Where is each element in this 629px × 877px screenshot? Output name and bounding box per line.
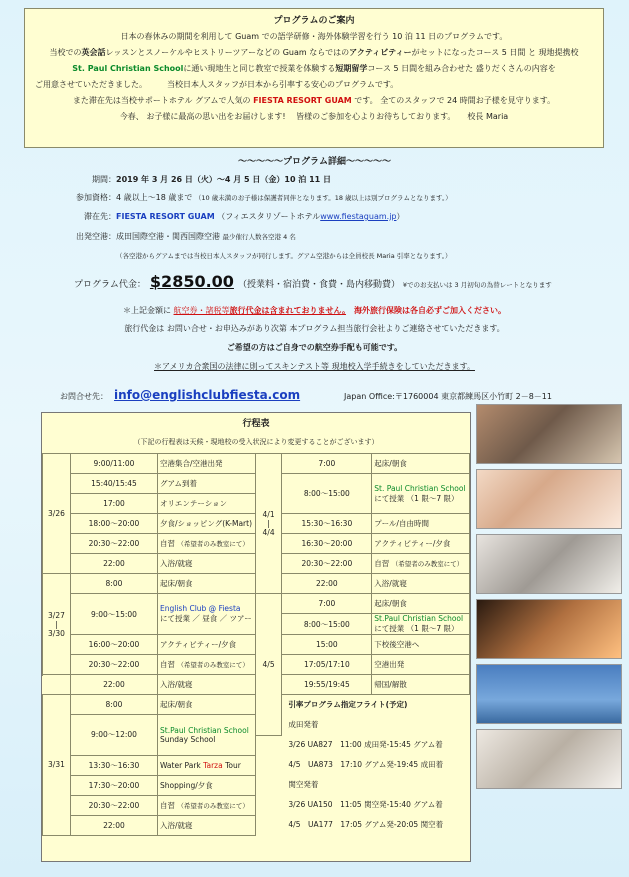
limousine-photo (476, 534, 622, 594)
schedule-table: 3/26 9:00/11:00 空港集合/空港出発 4/1 | 4/4 7:00 起床/朝食 15:40/15:45 グアム到着 8:00～15:00 St. Paul Christian School にて授業 （1 限～7 限） 17:00 オリエンテーション 18:00～20:00 夕食/ショッピング(K-Mart) 15:30～16:30 プール/自由時間 20:30～22:00 自習 （希望者のみ教室にて） 16:30～20:00 アクティビティー/夕食 22:00 入浴/就寝 20:30～22:00 自習 （希望者のみ教室にて） 3/27 | 3/30 8:00 起床/朝食 22:00 入浴/就寝 9:00～15:00 English Club @ Fiesta にて授業 ／ 昼食 ／ ツアー 4/5 7:00 起床/朝食 8:00～15:00 St.Paul Christian School にて授業 （1 限～7 限） 16:00～20:00 アクティビティー/夕食 15:00 下校後空港へ 20:30～22:00 自習 （希望者のみ教室にて） 17:05/17:10 空港出発 22:00 入浴/就寝 19:55/19:45 帰国/解散 3/31 8:00 起床/朝食 引率プログラム指定フライト(予定) 成田発着 3/26 UA827 11:00 成田発-15:45 グアム着 4/5 UA873 17:10 グアム発-19:45 成田着 関空発着 3/26 UA150 11:05 関空発-15:40 グアム着 4/5 UA177 17:05 グアム発-20:05 関空着 9:00～12:00 St.Paul Christian School Sunday School 13:30～16:30 Water Park Tarza Tour 17:30～20:00 Shopping/夕食 20:30～22:00 自習 （希望者のみ教室にて） 22:00 入浴/就寝 (42, 453, 470, 836)
table-row: 20:30～22:00 自習 （希望者のみ教室にて） 17:05/17:10 空港出発 (43, 655, 470, 675)
schedule-note: （下記の行程表は天候・現地校の受入状況により変更することがございます） (133, 438, 379, 446)
intro-line-6: 今春、 お子様に最高の思い出をお届けします! 皆様のご参加を心よりお待ちしております。 校長 Maria (119, 112, 509, 121)
intro-line-1: 日本の春休みの期間を利用して Guam での語学研修・海外体験学習を行う 10 泊 11 日のプログラムです。 (120, 32, 508, 41)
hotel-link[interactable]: www.fiestaguam.jp (320, 212, 397, 221)
table-row: 20:30～22:00 自習 （希望者のみ教室にて） 16:30～20:00 アクティビティー/夕食 (43, 534, 470, 554)
classroom-photo (476, 404, 622, 464)
schedule-title: 行程表 (242, 419, 270, 429)
contact-email-link[interactable]: info@englishclubfiesta.com (114, 388, 301, 402)
intro-line-2: 当校での英会話レッスンとスノーケルやヒストリーツアーなどの Guam ならではのアクティビティーがセットになったコース 5 日間 と 現地提携校 (49, 48, 579, 57)
japan-office: Japan Office:〒1760004 東京都練馬区小竹町 2－8－11 (344, 392, 552, 401)
table-row: 18:00～20:00 夕食/ショッピング(K-Mart) 15:30～16:30 プール/自由時間 (43, 514, 470, 534)
table-row: 15:40/15:45 グアム到着 8:00～15:00 St. Paul Christian School にて授業 （1 限～7 限） (43, 474, 470, 494)
table-row: 3/31 8:00 起床/朝食 引率プログラム指定フライト(予定) 成田発着 3/26 UA827 11:00 成田発-15:45 グアム着 4/5 UA873 17:10 グアム発-19:45 成田着 関空発着 3/26 UA150 11:05 関空発-15:40 グアム着 4/5 UA177 17:05 グアム発-20:05 関空着 (43, 695, 470, 715)
period-row: 期間：2019 年 3 月 26 日（火）～4 月 5 日（金）10 泊 11 日 (92, 175, 331, 184)
stay-row: 滞在先：FIESTA RESORT GUAM （フィエスタリゾートホテルwww.fiestaguam.jp） (84, 212, 405, 221)
table-row: 20:30～22:00 自習 （希望者のみ教室にて） (43, 795, 470, 815)
table-row: 17:30～20:00 Shopping/夕食 (43, 775, 470, 795)
note-1: ＊上記金額に 航空券・諸税等旅行代金は含まれておりません。 海外旅行保険は各自必ずご加入ください。 (122, 306, 507, 315)
schedule-box (41, 412, 471, 862)
table-row: 3/26 9:00/11:00 空港集合/空港出発 4/1 | 4/4 7:00 起床/朝食 (43, 454, 470, 474)
students-group-photo (476, 469, 622, 529)
table-row: 16:00～20:00 アクティビティー/夕食 15:00 下校後空港へ (43, 635, 470, 655)
airport-row: 出発空港：成田国際空港・関西国際空港 最少催行人数各空港 4 名 (76, 232, 296, 241)
flight-info: 引率プログラム指定フライト(予定) 成田発着 3/26 UA827 11:00 成田発-15:45 グアム着 4/5 UA873 17:10 グアム発-19:45 成田着 関空発着 3/26 UA150 11:05 関空発-15:40 グアム着 4/5 UA177 17:05 グアム発-20:05 関空着 (288, 700, 444, 829)
table-row: 3/27 | 3/30 8:00 起床/朝食 22:00 入浴/就寝 (43, 574, 470, 594)
intro-line-4: ご用意させていただきました。 当校日本人スタッフが日本から引率する安心のプログラムです。 (35, 80, 399, 89)
table-row: 22:00 入浴/就寝 (43, 815, 470, 835)
intro-line-3: St. Paul Christian Schoolに通い現地生と同じ教室で授業を体験する短期留学コース 5 日間を組み合わせた 盛りだくさんの内容を (72, 64, 556, 73)
price-row: プログラム代金： $2850.00 （授業料・宿泊費・食費・島内移動費） ¥でのお支払いは 3 月初旬の為替レートとなります (74, 272, 552, 291)
intro-box (24, 8, 604, 148)
note-2: 旅行代金は お問い合せ・お申込みがあり次第 本プログラム担当旅行会社よりご連絡させていただきます。 (124, 324, 505, 333)
price-value: $2850.00 (149, 272, 234, 291)
table-row: 9:00～15:00 English Club @ Fiesta にて授業 ／ 昼食 ／ ツアー 4/5 7:00 起床/朝食 (43, 594, 470, 614)
qualification-row: 参加資格：4 歳以上～18 歳まで （10 歳未満のお子様は保護者同伴となります。18 歳以上は別プログラムとなります。） (76, 193, 452, 202)
girls-selfie-photo (476, 599, 622, 659)
detail-title: ～～～～～プログラム詳細～～～～～ (238, 157, 391, 167)
table-row: 22:00 入浴/就寝 20:30～22:00 自習 （希望者のみ教室にて） (43, 554, 470, 574)
contact-row: お問合せ先： info@englishclubfiesta.com (60, 388, 301, 402)
lesson-photo (476, 729, 622, 789)
pool-jump-photo (476, 664, 622, 724)
intro-title: プログラムのご案内 (273, 16, 355, 26)
photo-column (476, 404, 622, 794)
table-row: 9:00～12:00 St.Paul Christian School Sunday School (43, 715, 470, 736)
note-4: ＊アメリカ合衆国の法律に則ってスキンテスト等 現地校入学手続きをしていただきます。 (154, 362, 475, 371)
intro-line-5: また滞在先は当校サポートホテル グアムで人気の FIESTA RESORT GUAM です。 全てのスタッフで 24 時間お子様を見守ります。 (72, 96, 556, 105)
airport-note: （各空港からグアムまでは当校日本人スタッフが同行します。グアム空港からは全員校長 Maria 引率となります。） (116, 252, 452, 260)
note-3: ご希望の方はご自身での航空券手配も可能です。 (226, 343, 403, 352)
table-row: 13:30～16:30 Water Park Tarza Tour (43, 755, 470, 775)
